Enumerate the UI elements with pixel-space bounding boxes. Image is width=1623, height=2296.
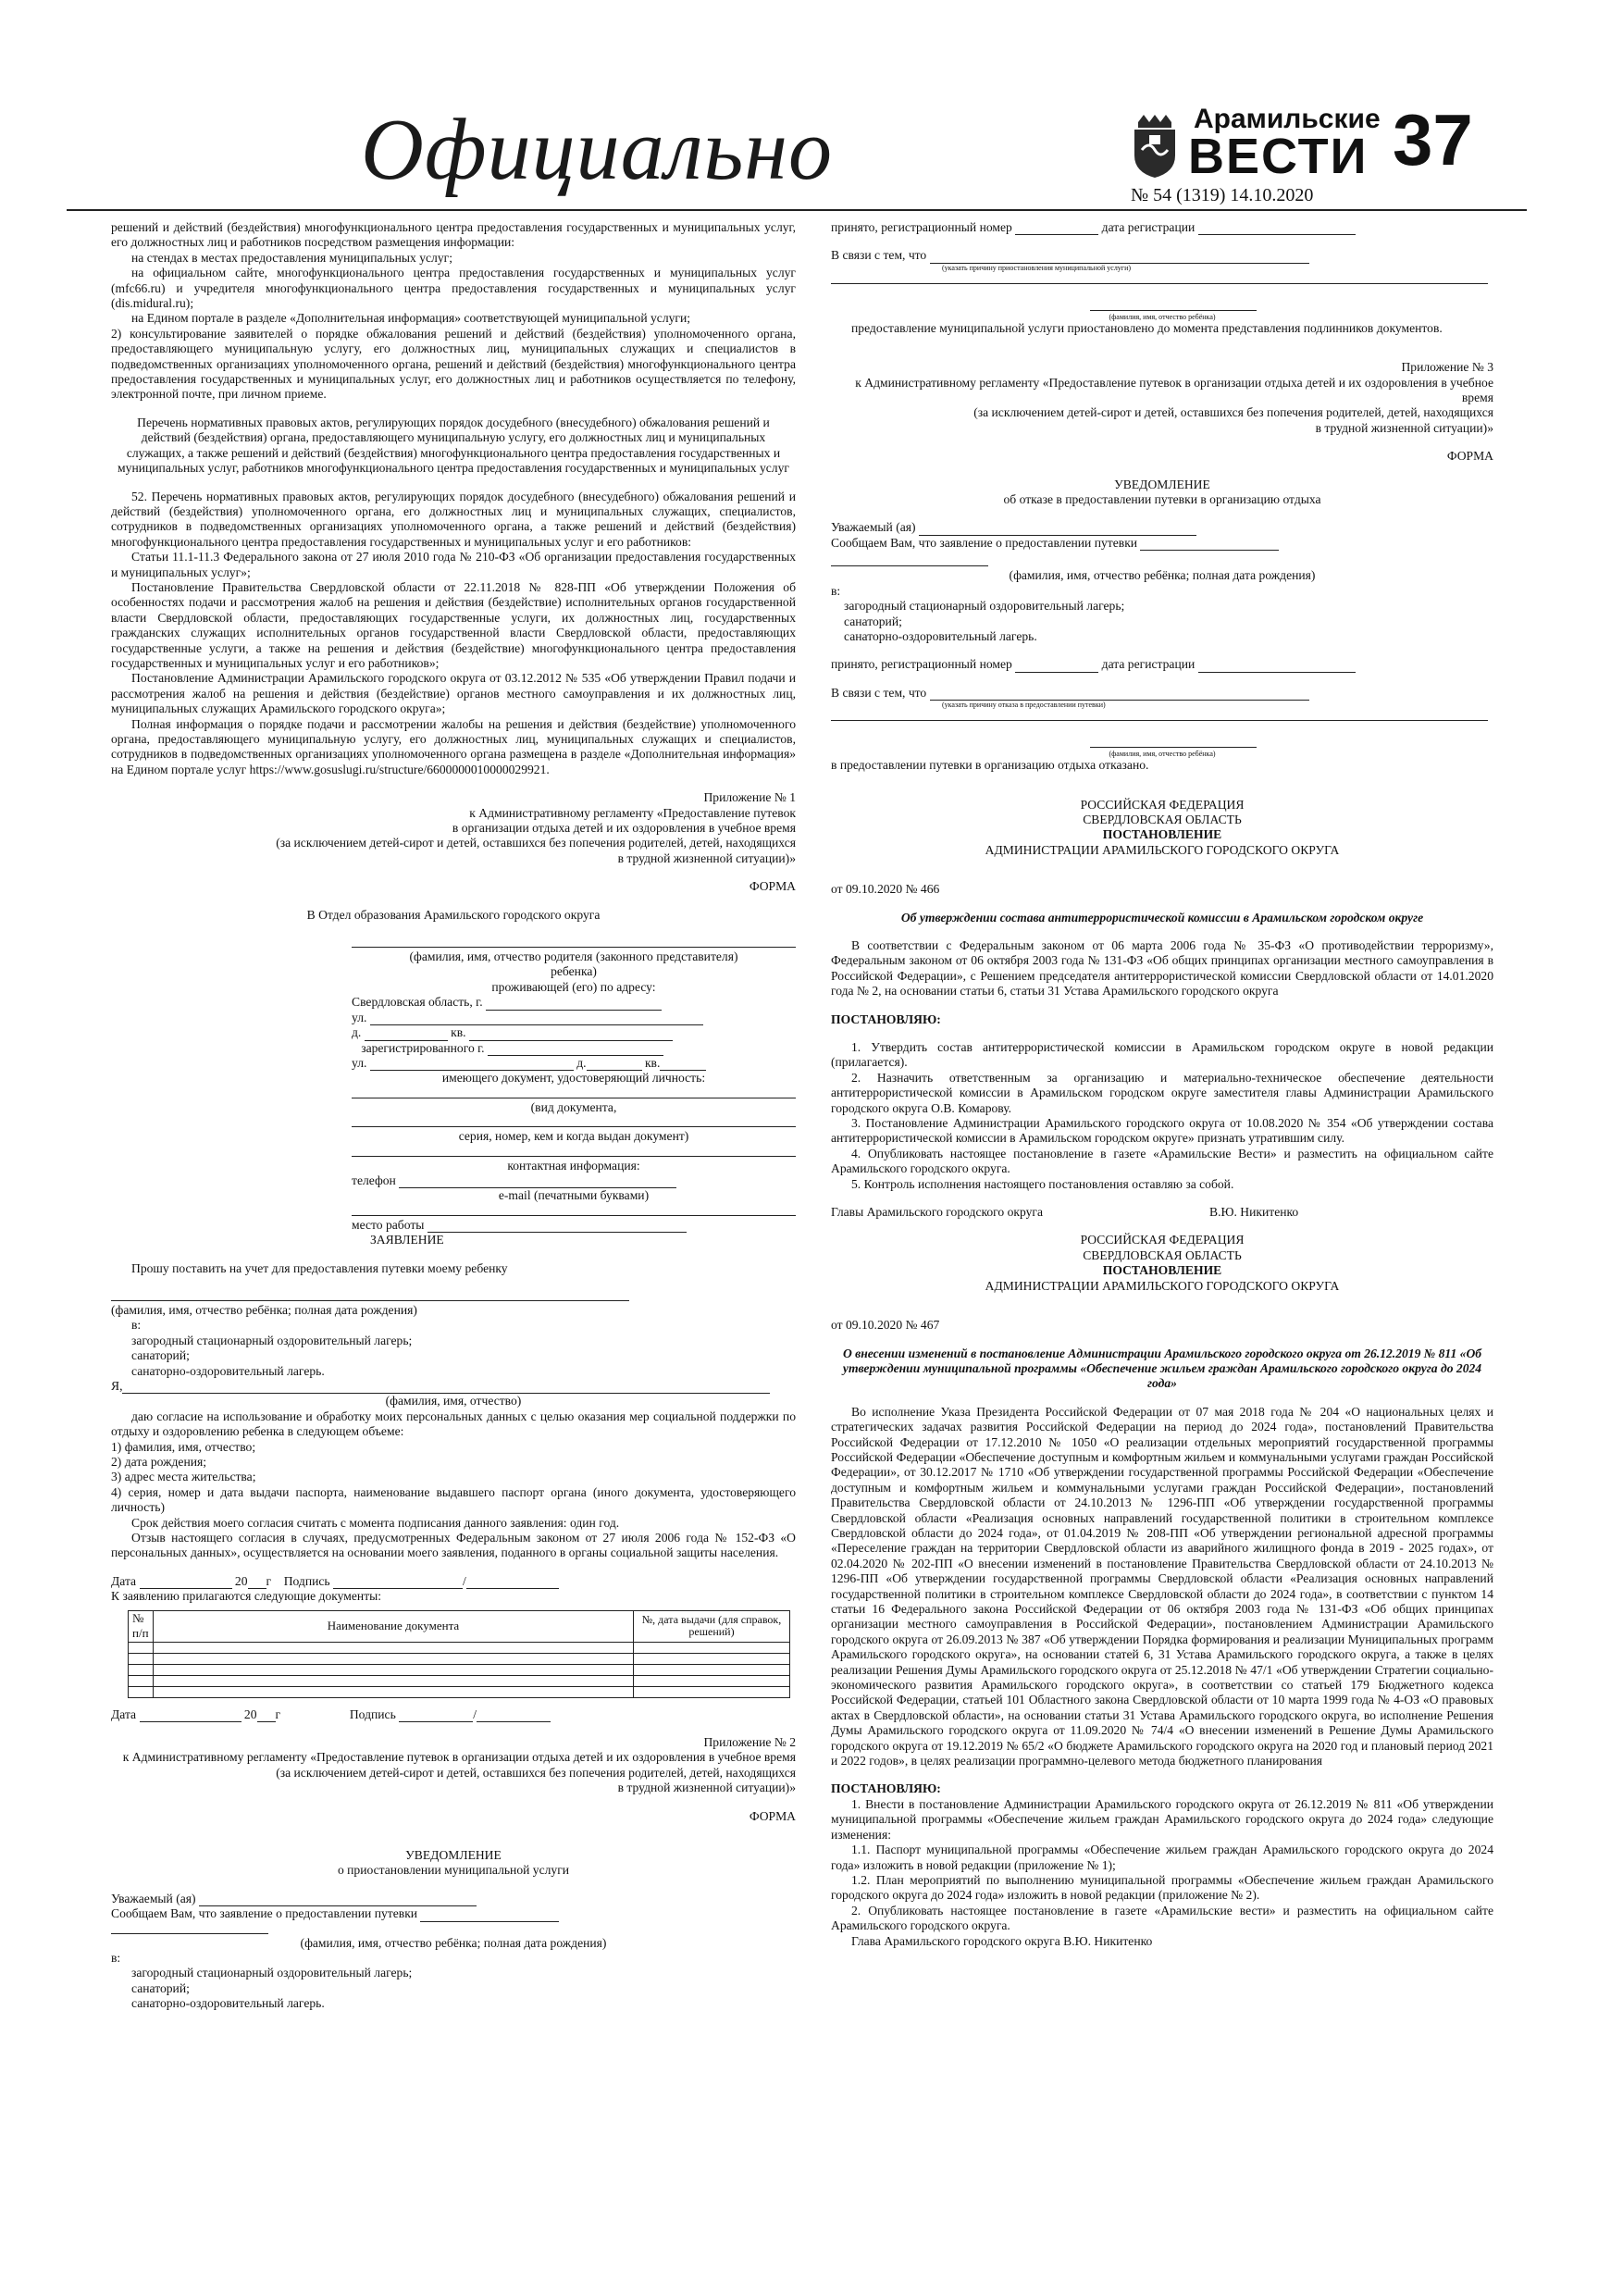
region-field[interactable] xyxy=(486,999,662,1011)
field-hint: контактная информация: xyxy=(507,1158,640,1173)
field-label: В связи с тем, что xyxy=(831,248,927,263)
paragraph: на стендах в местах предоставления муниципальных услуг; xyxy=(131,250,452,265)
table-row xyxy=(129,1664,790,1675)
resolution-admin: АДМИНИСТРАЦИИ АРАМИЛЬСКОГО ГОРОДСКОГО ОКРУГА xyxy=(985,1278,1340,1293)
appendix-line: (за исключением детей-сирот и детей, оставшихся без попечения родителей, детей, находящихся xyxy=(276,836,796,850)
applicant-fields xyxy=(352,937,796,1248)
field-hint: (вид документа, xyxy=(530,1099,617,1114)
reg-flat-field[interactable] xyxy=(660,1059,706,1071)
notice-subtitle: об отказе в предоставлении путевки в организацию отдыха xyxy=(1003,492,1321,507)
logo-main-text: ВЕСТИ xyxy=(1188,129,1369,184)
paragraph: Прошу поставить на учет для предоставления путевки моему ребенку xyxy=(131,1260,508,1275)
field-label: г xyxy=(266,1573,272,1588)
field-label: дата регистрации xyxy=(1101,220,1196,234)
field-label: место работы xyxy=(352,1217,425,1232)
option: санаторий; xyxy=(131,1348,190,1363)
field-label: в: xyxy=(111,1950,121,1965)
list-item: 3. Постановление Администрации Арамильского городского округа от 10.08.2020 № 354 «Об утверждении состава антитеррористической комиссии в Арамильском городском округе» признать утратившим силу. xyxy=(831,1116,1493,1146)
registered-field[interactable] xyxy=(488,1044,663,1056)
list-item: 2. Опубликовать настоящее постановление в газете «Арамильские вести» и разместить на официальном сайте Арамильского городского округа. xyxy=(831,1903,1493,1933)
field-hint: (фамилия, имя, отчество ребёнка; полная дата рождения) xyxy=(1009,568,1316,583)
paragraph: даю согласие на использование и обработку моих персональных данных с целью оказания мер социальной поддержки по отдыху и оздоровлению ребенка в следующем объеме: xyxy=(111,1409,796,1439)
appendix-line: в трудной жизненной ситуации)» xyxy=(617,850,796,865)
notice-subtitle: о приостановлении муниципальной услуги xyxy=(337,1863,570,1878)
field-label: Дата xyxy=(111,1573,137,1588)
reg-street-field[interactable] xyxy=(370,1059,574,1071)
field-hint: (фамилия, имя, отчество ребёнка; полная дата рождения) xyxy=(111,1302,417,1317)
option: санаторно-оздоровительный лагерь. xyxy=(131,1996,325,2011)
header-divider xyxy=(67,209,1527,211)
paragraph: К заявлению прилагаются следующие документы: xyxy=(111,1589,382,1604)
col-header: № xyxy=(132,1610,144,1625)
reason-field[interactable] xyxy=(930,252,1309,264)
appendix-line: в трудной жизненной ситуации)» xyxy=(617,1781,796,1795)
field-hint: (фамилия, имя, отчество) xyxy=(385,1394,522,1409)
resolution-type: ПОСТАНОВЛЕНИЕ xyxy=(1102,827,1222,842)
paragraph: Постановление Правительства Свердловской области от 22.11.2018 № 828-ПП «Об утверждении Положения об особенностях подачи и рассмотрения жалоб на решения и действия (бездействие) исполнительных органов государственной власти Свердловской области, предоставляющих государственные услуги, их должностных лиц, государственных гражданских служащих исполнительных органов государственной власти Свердловской области, предоставляющих государственные услуги, а также на решения и действия (бездействие) многофункционального центра предоставления государственных и муниципальных услуг и его работников»; xyxy=(111,579,796,670)
paragraph: на Едином портале в разделе «Дополнительная информация» соответствующей муниципальной услуги; xyxy=(131,311,691,326)
col-header: Наименование документа xyxy=(154,1610,634,1642)
field-hint: проживающей (его) по адресу: xyxy=(491,979,656,994)
paragraph: Отзыв настоящего согласия в случаях, предусмотренных Федеральным законом от 27 июля 2006 года № 152-ФЗ «О персональных данных», осуществляется на основании моего заявления, поданного в органы социальной защиты населения. xyxy=(111,1531,796,1560)
field-hint: (фамилия, имя, отчество ребёнка) xyxy=(1109,312,1216,321)
reason-field[interactable] xyxy=(930,689,1309,701)
field-label: Свердловская область, г. xyxy=(352,995,483,1010)
list-item: 2. Назначить ответственным за организацию и материально-техническое обеспечение деятельности антитеррористической комиссии в Арамильском городском округе заместителя главы Администрации Арамильского городского округа О.В. Комарову. xyxy=(831,1070,1493,1115)
option: санаторий; xyxy=(844,614,902,628)
field-hint: (фамилия, имя, отчество ребёнка) xyxy=(1109,750,1216,759)
field-hint: (указать причину приостановления муниципальной услуги) xyxy=(942,263,1132,272)
appendix-title: Приложение № 2 xyxy=(703,1734,796,1749)
reg-date-field[interactable] xyxy=(1198,661,1356,673)
resolution-title: Об утверждении состава антитеррористической комиссии в Арамильском городском округе xyxy=(900,910,1424,925)
paragraph: Во исполнение Указа Президента Российской Федерации от 07 мая 2018 года № 204 «О национальных целях и стратегических задачах развития Российской Федерации на период до 2024 года», постановлений Правительства Российской Федерации от 17.12.2010 № 1050 «О реализации отдельных мероприятий государственной программы Российской Федерации «Обеспечение доступным и комфортным жильем и коммунальными услугами граждан Российской Федерации», от 30.12.2017 № 1710 «Об утверждении государственной программы Российской Федерации «Обеспечение доступным и комфортным жильем и коммунальными услугами граждан Российской Федерации», постановлений Правительства Свердловской области от 24.10.2013 № 1296-ПП «Об утверждении государственной программы Свердловской области «Реализация основных направлений государственной политики в строительном комплексе Свердловской области до 2024 года», от 01.04.2019 № 208-ПП «Об утверждении региональной адресной программы «Переселение граждан на территории Свердловской области из аварийного жилищного фонда в 2019 - 2025 годах», от 02.04.2020 № 202-ПП «О внесении изменений в постановление Правительства Свердловской области от 24.10.2013 № 1296-ПП «Об утверждении государственной программы Свердловской области «Реализация основных направлений государственной политики в строительном комплексе Свердловской области до 2024 года», в соответствии с пунктом 14 статьи 16 Федерального закона Российской Федерации от 06 октября 2003 года № 131-ФЗ «Об общих принципах организации местного самоуправления в Российской Федерации», постановлением Администрации Арамильского городского округа от 26.09.2013 № 387 «Об утверждении Порядка формирования и реализации Муниципальных программ Арамильского городского округа», на основании статей 6, 31 Устава Арамильского городского округа, а также в целях реализации Решения Думы Арамильского городского округа от 25.12.2018 № 47/1 «Об утверждении Стратегии социально-экономического развития Арамильского городского округа», в соответствии со статьей 179 Бюджетного кодекса Российской Федерации, статьей 101 Областного закона Свердловской области от 10 марта 1999 года № 4-ОЗ «О правовых актах в Свердловской области», на основании статьи 31 Устава Арамильского городского округа, во исполнение Решения Думы Арамильского городского округа от 11.09.2020 № 74/4 «О внесении изменений в Решение Думы Арамильского городского округа от 19.12.2019 № 65/2 «О бюджете Арамильского городского округа на 2020 год и плановый период 2021 и 2022 годов», в целях реализации программно-целевого метода бюджетного планирования xyxy=(831,1404,1493,1769)
field-hint: серия, номер, кем и когда выдан документ) xyxy=(458,1129,689,1144)
form-label: ФОРМА xyxy=(749,1808,796,1823)
appendix-line: к Административному регламенту «Предоставление путевок в организации отдыха детей и их оздоровления в учебное время xyxy=(122,1750,796,1765)
appendix-line: в организации отдыха детей и их оздоровления в учебное время xyxy=(452,821,796,836)
list-item: 2) дата рождения; xyxy=(111,1455,207,1470)
field-label: Я, xyxy=(111,1379,123,1393)
right-column xyxy=(831,220,1493,1949)
list-item: 1) фамилия, имя, отчество; xyxy=(111,1439,256,1454)
field-label: ул. xyxy=(352,1010,367,1024)
signature2-field[interactable] xyxy=(399,1710,473,1722)
field-label: в: xyxy=(131,1318,142,1333)
decree-heading: ПОСТАНОВЛЯЮ: xyxy=(831,1011,941,1026)
paragraph: 2) консультирование заявителей о порядке обжалования решений и действий (бездействия) уполномоченного органа, предоставляющего муниципальную услугу, его должностных лиц, муниципальных служащих и специалистов в подведомственных организациях уполномоченного органа, решений и действий (бездействия) многофункционального центра предоставления государственных и муниципальных услуг, его должностных лиц и работников осуществляется по телефону, электронной почте, при личном приеме. xyxy=(111,326,796,402)
field-label: Уважаемый (ая) xyxy=(111,1891,196,1905)
field-label: 20 xyxy=(234,1573,248,1588)
section-title: Официально xyxy=(361,102,834,198)
field-label: Сообщаем Вам, что заявление о предоставлении путевки xyxy=(111,1906,418,1921)
field-hint: e-mail (печатными буквами) xyxy=(498,1188,650,1203)
appendix-line: (за исключением детей-сирот и детей, оставшихся без попечения родителей, детей, находящихся xyxy=(276,1765,796,1780)
reg-date-field[interactable] xyxy=(1198,223,1356,235)
resolution-region: СВЕРДЛОВСКАЯ ОБЛАСТЬ xyxy=(1083,1247,1242,1262)
col-header: п/п xyxy=(132,1626,149,1641)
appendix-line: в трудной жизненной ситуации)» xyxy=(1315,420,1493,435)
resolution-country: РОССИЙСКАЯ ФЕДЕРАЦИЯ xyxy=(1080,797,1245,812)
signatory-title: Главы Арамильского городского округа xyxy=(831,1205,1044,1220)
page-number: 37 xyxy=(1393,99,1473,180)
field-label: в: xyxy=(831,583,841,598)
issue-number: № 54 (1319) 14.10.2020 xyxy=(1131,185,1314,205)
list-item: 1. Внести в постановление Администрации Арамильского городского округа от 26.12.2019 № 811 «Об утверждении муниципальной программы «Обеспечение жильем граждан Арамильского городского округа до 2024 года» следующие изменения: xyxy=(831,1796,1493,1842)
field-hint: ребенка) xyxy=(551,964,597,979)
field-label: зарегистрированного г. xyxy=(361,1040,485,1055)
resolution-date: от 09.10.2020 № 467 xyxy=(831,1318,940,1333)
table-row xyxy=(129,1686,790,1697)
phone-field[interactable] xyxy=(399,1176,676,1188)
field-label: ул. xyxy=(352,1055,367,1070)
field-label: д. xyxy=(576,1055,587,1070)
date-field[interactable] xyxy=(140,1577,232,1589)
field-label: Сообщаем Вам, что заявление о предоставлении путевки xyxy=(831,535,1138,550)
appendix-line: к Административному регламенту «Предоставление путевок в организации отдыха детей и их оздоровления в учебное время xyxy=(855,375,1493,405)
field-label: телефон xyxy=(352,1173,396,1187)
field-label: 20 xyxy=(243,1706,257,1721)
paragraph: на официальном сайте, многофункционального центра предоставления государственных и муниципальных услуг (mfc66.ru) и учредителя многофункционального центра предоставления государственных и муниципальных услуг (dis.midural.ru); xyxy=(111,266,796,311)
field-label: Уважаемый (ая) xyxy=(831,520,916,535)
table-row xyxy=(129,1642,790,1653)
appendix-title: Приложение № 3 xyxy=(1401,360,1493,375)
documents-table xyxy=(128,1610,790,1698)
list-item: 1.2. План мероприятий по выполнению муниципальной программы «Обеспечение жильем граждан Арамильского городского округа до 2024 года» изложить в новой редакции (приложение № 2). xyxy=(831,1872,1493,1903)
reg-number-field[interactable] xyxy=(1015,223,1098,235)
appendix-title: Приложение № 1 xyxy=(703,790,796,805)
table-row xyxy=(129,1675,790,1686)
resolution-region: СВЕРДЛОВСКАЯ ОБЛАСТЬ xyxy=(1083,812,1242,826)
appendix-line: (за исключением детей-сирот и детей, оставшихся без попечения родителей, детей, находящихся xyxy=(973,405,1493,420)
list-item: 4. Опубликовать настоящее постановление в газете «Арамильские Вести» и разместить на официальном сайте Арамильского городского округа. xyxy=(831,1146,1493,1176)
reg-house-field[interactable] xyxy=(587,1059,642,1071)
resolution-admin: АДМИНИСТРАЦИИ АРАМИЛЬСКОГО ГОРОДСКОГО ОКРУГА xyxy=(985,842,1340,857)
notice-title: УВЕДОМЛЕНИЕ xyxy=(405,1847,502,1862)
resolution-country: РОССИЙСКАЯ ФЕДЕРАЦИЯ xyxy=(1080,1233,1245,1247)
option: загородный стационарный оздоровительный лагерь; xyxy=(844,599,1125,614)
coat-of-arms-icon xyxy=(1129,113,1181,180)
house-field[interactable] xyxy=(365,1029,448,1041)
year2-field[interactable] xyxy=(257,1710,276,1722)
field-label: Подпись xyxy=(349,1706,396,1721)
paragraph: предоставление муниципальной услуги приостановлено до момента представления подлинников документов. xyxy=(851,320,1443,335)
appendix-line: к Административному регламенту «Предоставление путевок xyxy=(469,805,796,820)
child-field[interactable] xyxy=(1140,539,1279,551)
list-item: 4) серия, номер и дата выдачи паспорта, наименование выдавшего паспорт органа (иного документа, удостоверяющего личность) xyxy=(111,1484,796,1515)
child-field[interactable] xyxy=(420,1910,559,1922)
field-label: кв. xyxy=(451,1025,466,1040)
work-field[interactable] xyxy=(427,1221,687,1233)
list-item: 3) адрес места жительства; xyxy=(111,1470,256,1484)
date2-field[interactable] xyxy=(140,1710,242,1722)
paragraph: Постановление Администрации Арамильского городского округа от 03.12.2012 № 535 «Об утверждении Правил подачи и рассмотрения жалоб на решения и действия (бездействие) органов местного самоуправления и их должностных лиц, муниципальных служащих Арамильского городского округа»; xyxy=(111,671,796,716)
field-hint: (указать причину отказа в предоставлении путевки) xyxy=(942,701,1106,710)
field-hint: (фамилия, имя, отчество ребёнка; полная дата рождения) xyxy=(300,1935,607,1950)
paragraph: Статьи 11.1-11.3 Федерального закона от 27 июля 2010 года № 210-ФЗ «Об организации предоставления государственных и муниципальных услуг»; xyxy=(111,550,796,579)
street-field[interactable] xyxy=(370,1013,703,1025)
option: санаторно-оздоровительный лагерь. xyxy=(131,1363,325,1378)
paragraph: в предоставлении путевки в организацию отдыха отказано. xyxy=(831,758,1149,773)
field-label: Дата xyxy=(111,1706,137,1721)
resolution-title: О внесении изменений в постановление Администрации Арамильского городского округа от 26.12.2019 № 811 «Об утверждении муниципальной программы «Обеспечение жильем граждан Арамильского городского округа до 2024 года» xyxy=(842,1346,1482,1391)
form-label: ФОРМА xyxy=(749,879,796,894)
field-label: г xyxy=(275,1706,281,1721)
paragraph: решений и действий (бездействия) многофункционального центра предоставления государственных и муниципальных услуг, его должностных лиц и работников посредством размещения информации: xyxy=(111,220,796,250)
form-label: ФОРМА xyxy=(1446,449,1493,464)
option: загородный стационарный оздоровительный лагерь; xyxy=(131,1966,413,1980)
resolution-type: ПОСТАНОВЛЕНИЕ xyxy=(1102,1263,1222,1278)
field-label: принято, регистрационный номер xyxy=(831,220,1012,234)
signature2-decode-field[interactable] xyxy=(477,1710,551,1722)
signature-field[interactable] xyxy=(333,1577,463,1589)
table-row xyxy=(129,1653,790,1664)
list-item: 5. Контроль исполнения настоящего постановления оставляю за собой. xyxy=(851,1176,1234,1191)
reg-number-field[interactable] xyxy=(1015,661,1098,673)
paragraph: Полная информация о порядке подачи и рассмотрении жалобы на решения и действия (бездействие) уполномоченного органа, предоставляющего муниципальную услугу, его должностных лиц, муниципальных служащих и специалистов, сотрудников в подведомственных организациях уполномоченного органа размещена в разделе «Дополнительная информация» на Едином портале услуг https://www.gosuslugi.ru/structure/6600000010000029921. xyxy=(111,716,796,776)
option: загородный стационарный оздоровительный лагерь; xyxy=(131,1333,413,1347)
field-label: принято, регистрационный номер xyxy=(831,657,1012,672)
option: санаторий; xyxy=(131,1980,190,1995)
logo-top-text: Арамильские xyxy=(1194,104,1381,134)
paragraph: В соответствии с Федеральным законом от 06 марта 2006 года № 35-ФЗ «О противодействии терроризму», Федеральным законом от 06 октября 2003 года № 131-ФЗ «Об общих принципах организации местного самоуправления в Российской Федерации», с Решением председателя антитеррористической комиссии Свердловской области от 14.01.2020 года № 2, на основании статьи 6, статьи 31 Устава Арамильского городского округа xyxy=(831,937,1493,999)
paragraph: Срок действия моего согласия считать с момента подписания данного заявления: один год. xyxy=(131,1515,620,1530)
option: санаторно-оздоровительный лагерь. xyxy=(844,628,1037,643)
signatory: Глава Арамильского городского округа В.Ю. Никитенко xyxy=(851,1933,1153,1948)
addressee-field[interactable] xyxy=(919,524,1196,536)
section-heading: Перечень нормативных правовых актов, регулирующих порядок досудебного (внесудебного) обжалования решений и действий (бездействия) органа, предоставляющего муниципальную услугу, его должностных лиц и муниципальных служащих, а также решений и действий (бездействия) многофункционального центра предоставления государственных и муниципальных услуг, работников многофункционального центра предоставления государственных и муниципальных услуг xyxy=(118,415,789,476)
resolution-date: от 09.10.2020 № 466 xyxy=(831,882,940,897)
statement-title: ЗАЯВЛЕНИЕ xyxy=(370,1233,444,1247)
list-item: 1.1. Паспорт муниципальной программы «Обеспечение жильем граждан Арамильского городского округа до 2024 года» изложить в новой редакции (приложение № 1); xyxy=(831,1843,1493,1872)
list-item: 1. Утвердить состав антитеррористической комиссии в Арамильском городском округе в новой редакции (прилагается). xyxy=(831,1040,1493,1070)
signatory-name: В.Ю. Никитенко xyxy=(1209,1205,1299,1220)
field-label: д. xyxy=(352,1025,362,1040)
signature-decode-field[interactable] xyxy=(466,1577,559,1589)
field-hint: имеющего документ, удостоверяющий личность: xyxy=(441,1071,706,1086)
field-label: кв. xyxy=(644,1055,661,1070)
paragraph: 52. Перечень нормативных правовых актов, регулирующих порядок досудебного (внесудебного) обжалования решений и действий (бездействия) уполномоченного органа, его должностных лиц и муниципальных служащих, специалистов, сотрудников в подведомственных организациях уполномоченного органа, а также решений и действий (бездействия) многофункционального центра предоставления государственных и муниципальных услуг и его работников: xyxy=(111,489,796,549)
left-column: решений и действий (бездействия) многофункционального центра предоставления государственных и муниципальных услуг, его должностных лиц и работников посредством размещения информации: на стендах в местах предоставления муниципальных услуг; на официальном сайте, многофункционального центра предоставления государственных и муниципальных услуг (mfc66.ru) и учредителя многофункционального центра предоставления государственных и муниципальных услуг (dis.midural.ru); на Едином портале в разделе «Дополнительная информация» соответствующей муниципальной услуги; 2) консультирование заявителей о порядке обжалования решений и действий (бездействия) уполномоченного органа, предоставляющего муниципальную услугу, его должностных лиц, муниципальных служащих и специалистов в подведомственных организациях уполномоченного органа, решений и действий (бездействия) многофункционального центра предоставления государственных и муниципальных услуг, его должностных лиц и работников осуществляется по телефону, электронной почте, при личном приеме. Перечень нормативных правовых актов, регулирующих порядок досудебного (внесудебного) обжалования решений и действий (бездействия) органа, предоставляющего муниципальную услугу, его должностных лиц и муниципальных служащих, а также решений и действий (бездействия) многофункционального центра предоставления государственных и муниципальных услуг, работников многофункционального центра предоставления государственных и муниципальных услуг 52. Перечень нормативных правовых актов, регулирующих порядок досудебного (внесудебного) обжалования решений и действий (бездействия) уполномоченного органа, его должностных лиц и муниципальных служащих, специалистов, сотрудников в подведомственных организациях уполномоченного органа, а также решений и действий (бездействия) многофункционального центра предоставления государственных и муниципальных услуг и его работников: Статьи 11.1-11.3 Федерального закона от 27 июля 2010 года № 210-ФЗ «Об организации предоставления государственных и муниципальных услуг»; Постановление Правительства Свердловской области от 22.11.2018 № 828-ПП «Об утверждении Положения об особенностях подачи и рассмотрения жалоб на решения и действия (бездействие) исполнительных органов государственной власти Свердловской области, предоставляющих государственные услуги, их должностных лиц, государственных гражданских служащих исполнительных органов государственной власти Свердловской области, предоставляющих государственные услуги, а также на решения и действия (бездействие) многофункционального центра предоставления государственных и муниципальных услуг и его работников»; Постановление Администрации Арамильского городского округа от 03.12.2012 № 535 «Об утверждении Правил подачи и рассмотрения жалоб на решения и действия (бездействие) органов местного самоуправления и их должностных лиц, муниципальных служащих Арамильского городского округа»; Полная информация о порядке подачи и рассмотрении жалобы на решения и действия (бездействие) уполномоченного органа, предоставляющего муниципальную услугу, его должностных лиц, муниципальных служащих и специалистов, сотрудников в подведомственных организациях уполномоченного органа размещена в разделе «Дополнительная информация» на Едином портале услуг https://www.gosuslugi.ru/structure/6600000010000029921. Приложение № 1 к Административному регламенту «Предоставление путевок в организации отдыха детей и их оздоровления в учебное время (за исключением детей-сирот и детей, оставшихся без попечения родителей, детей, находящихся в трудной жизненной ситуации)» ФОРМА В Отдел образования Арамильского городского округа (фамилия, имя, отчество родителя (законного представителя) ребенка) проживающей (его) по адресу: Свердловская область, г. ул. д. кв. зарегистрированного г. ул. д. кв. имеющего документ, удостоверяющий личность: (вид документа, серия, номер, кем и когда выдан документ) контактная информация: телефон e-mail (печатными буквами) место работы ЗАЯВЛЕНИЕ Прошу поставить на учет для предоставления путевки моему ребенку (фамилия, имя, отчество ребёнка; полная дата рождения) в: загородный стационарный оздоровительный лагерь; санаторий; санаторно-оздоровительный лагерь. Я, (фамилия, имя, отчество) даю согласие на использование и обработку моих персональных данных с целью оказания мер социальной поддержки по отдыху и оздоровлению ребенка в следующем объеме: 1) фамилия, имя, отчество; 2) дата рождения; 3) адрес места жительства; 4) серия, номер и дата выдачи паспорта, наименование выдавшего паспорт органа (иного документа, удостоверяющего личность) Срок действия моего согласия считать с момента подписания данного заявления: один год. Отзыв настоящего согласия в случаях, предусмотренных Федеральным законом от 27 июля 2006 года № 152-ФЗ «О персональных данных», осуществляется на основании моего заявления, поданного в органы социальной защиты населения. Дата 20 г Подпись / К заявлению прилагаются следующие документы: № п/п Наименование документа №, дата выдачи (для справок, решений) Дата 20 г Подпись / Приложение № 2 к Административному регламенту «Предоставление путевок в организации отдыха детей и их оздоровления в учебное время (за исключением детей-сирот и детей, оставшихся без попечения родителей, детей, находящихся в трудной жизненной ситуации)» ФОРМА УВЕДОМЛЕНИЕ о приостановлении муниципальной услуги Уважаемый (ая) Сообщаем Вам, что заявление о предоставлении путевки (фамилия, имя, отчество ребёнка; полная дата рождения) в: загородный стационарный оздоровительный лагерь; санаторий; санаторно-оздоровительный лагерь. xyxy=(111,220,796,2011)
addressee-field[interactable] xyxy=(199,1894,477,1906)
field-hint: (фамилия, имя, отчество родителя (законного представителя) xyxy=(409,949,738,964)
year-field[interactable] xyxy=(248,1577,266,1589)
col-header: №, дата выдачи (для справок, решений) xyxy=(634,1610,790,1642)
field-label: дата регистрации xyxy=(1101,657,1196,672)
field-label: Подпись xyxy=(283,1573,330,1588)
flat-field[interactable] xyxy=(469,1029,673,1041)
form-addressee: В Отдел образования Арамильского городского округа xyxy=(306,907,601,922)
newspaper-logo xyxy=(1129,100,1379,185)
notice-title: УВЕДОМЛЕНИЕ xyxy=(1114,477,1210,491)
decree-heading: ПОСТАНОВЛЯЮ: xyxy=(831,1781,941,1796)
fio-field[interactable] xyxy=(122,1382,770,1394)
field-label: В связи с тем, что xyxy=(831,685,927,700)
